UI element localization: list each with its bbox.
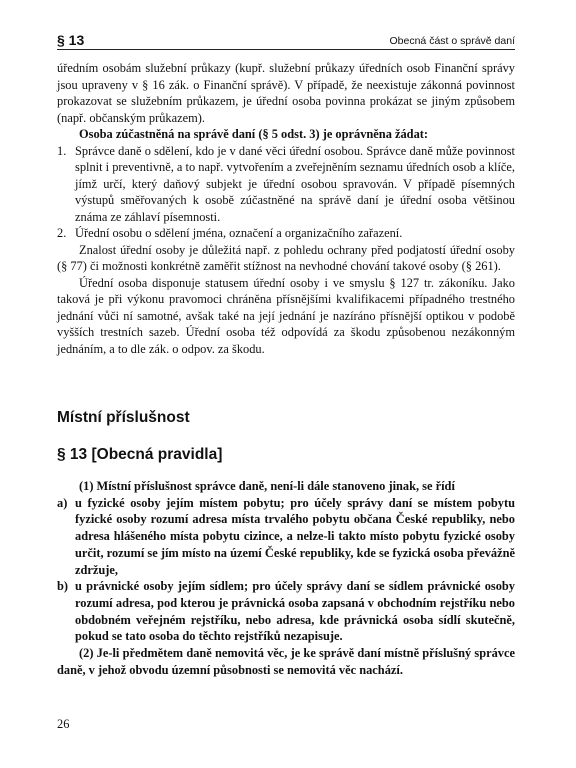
statute-paragraph-2: (2) Je-li předmětem daně nemovitá věc, je ke správě daní místně příslušný správce daně, v jehož obvodu územní působnosti se nemovitá věc nachází. bbox=[57, 646, 515, 677]
statute-intro: (1) Místní příslušnost správce daně, není-li dále stanoveno jinak, se řídí bbox=[79, 479, 455, 493]
section-heading: Místní příslušnost bbox=[57, 409, 190, 426]
list-item-number: 1. bbox=[57, 143, 67, 158]
list-item-2 bbox=[57, 225, 515, 242]
list-item-number: 2. bbox=[57, 226, 67, 240]
running-head bbox=[57, 33, 515, 50]
paragraph-status: Úřední osoba disponuje statusem úřední osoby i ve smyslu § 127 tr. zákoníku. Jako taková je při výkonu pravomoci chráněna přísnějšími kvalifikacemi případného trestného jednání vůči ní samotné, avšak také na její jednání je nazíráno přísnější optikou v podobě vyšších trestních sazeb. Úřední osoba též odpovídá za škodu způsobenou nezákonným jednáním, a to dle zák. o odpov. za škodu. bbox=[57, 275, 515, 356]
running-head-section: § 13 bbox=[57, 32, 85, 48]
statute-item-a bbox=[57, 495, 515, 579]
commentary-text bbox=[57, 60, 515, 357]
statute-item-text: u fyzické osoby jejím místem pobytu; pro účely správy daní se místem pobytu fyzické osoby rozumí adresa místa trvalého pobytu občana České republiky, nebo adresa hlášeného místa pobytu cizince, a nelze-li takto místo pobytu fyzické osoby určit, rozumí se jím místo na území České republiky, kde se fyzická osoba převážně zdržuje, bbox=[75, 495, 515, 577]
running-head-title: Obecná část o správě daní bbox=[389, 35, 515, 47]
list-item-1 bbox=[57, 143, 515, 226]
page-number: 26 bbox=[57, 717, 70, 731]
statute-item-text: u právnické osoby jejím sídlem; pro účely správy daní se sídlem právnické osoby rozumí adresa, pod kterou je právnická osoba zapsaná v obchodním rejstříku nebo obdobném veřejném rejstříku, nebo adresa, kde právnická osoba sídlí skutečně, pokud se tato osoba do těchto rejstříků nezapisuje. bbox=[75, 579, 515, 644]
list-item-text: Správce daně o sdělení, kdo je v dané věci úřední osobou. Správce daně může povinnost splnit i preventivně, a to např. vytvořením a zveřejněním seznamu úředních osob a klíče, jímž určí, který daňový subjekt je úřední osobou spravován. V případě písemných výstupů směřovaných k osobě zúčastněné na správě daní je úřední osoba většinou známa ze záhlaví písemnosti. bbox=[75, 143, 515, 224]
statute-item-b bbox=[57, 578, 515, 645]
paragraph-heading: § 13 [Obecná pravidla] bbox=[57, 446, 223, 463]
statute-item-letter: b) bbox=[57, 579, 69, 594]
paragraph-rights-intro: Osoba zúčastněná na správě daní (§ 5 odst. 3) je oprávněna žádat: bbox=[79, 127, 429, 141]
paragraph-continuation: úředním osobám služební průkazy (kupř. služební průkazy úředních osob Finanční správy jsou upraveny v § 16 zák. o Finanční správě). V případě, že neexistuje zákonná povinnost prokazovat se služebním průkazem, je úřední osoba povinna prokázat se jiným způsobem (např. občanským průkazem). bbox=[57, 61, 515, 125]
statute-item-letter: a) bbox=[57, 495, 68, 510]
paragraph-knowledge: Znalost úřední osoby je důležitá např. z pohledu ochrany před podjatostí úřední osoby (§ 77) či možnosti konkrétně zaměřit stížnost na nevhodné chování takové osoby (§ 261). bbox=[57, 242, 515, 273]
book-page bbox=[57, 0, 515, 768]
statute-text bbox=[57, 478, 515, 678]
list-item-text: Úřední osobu o sdělení jména, označení a organizačního zařazení. bbox=[75, 226, 403, 240]
